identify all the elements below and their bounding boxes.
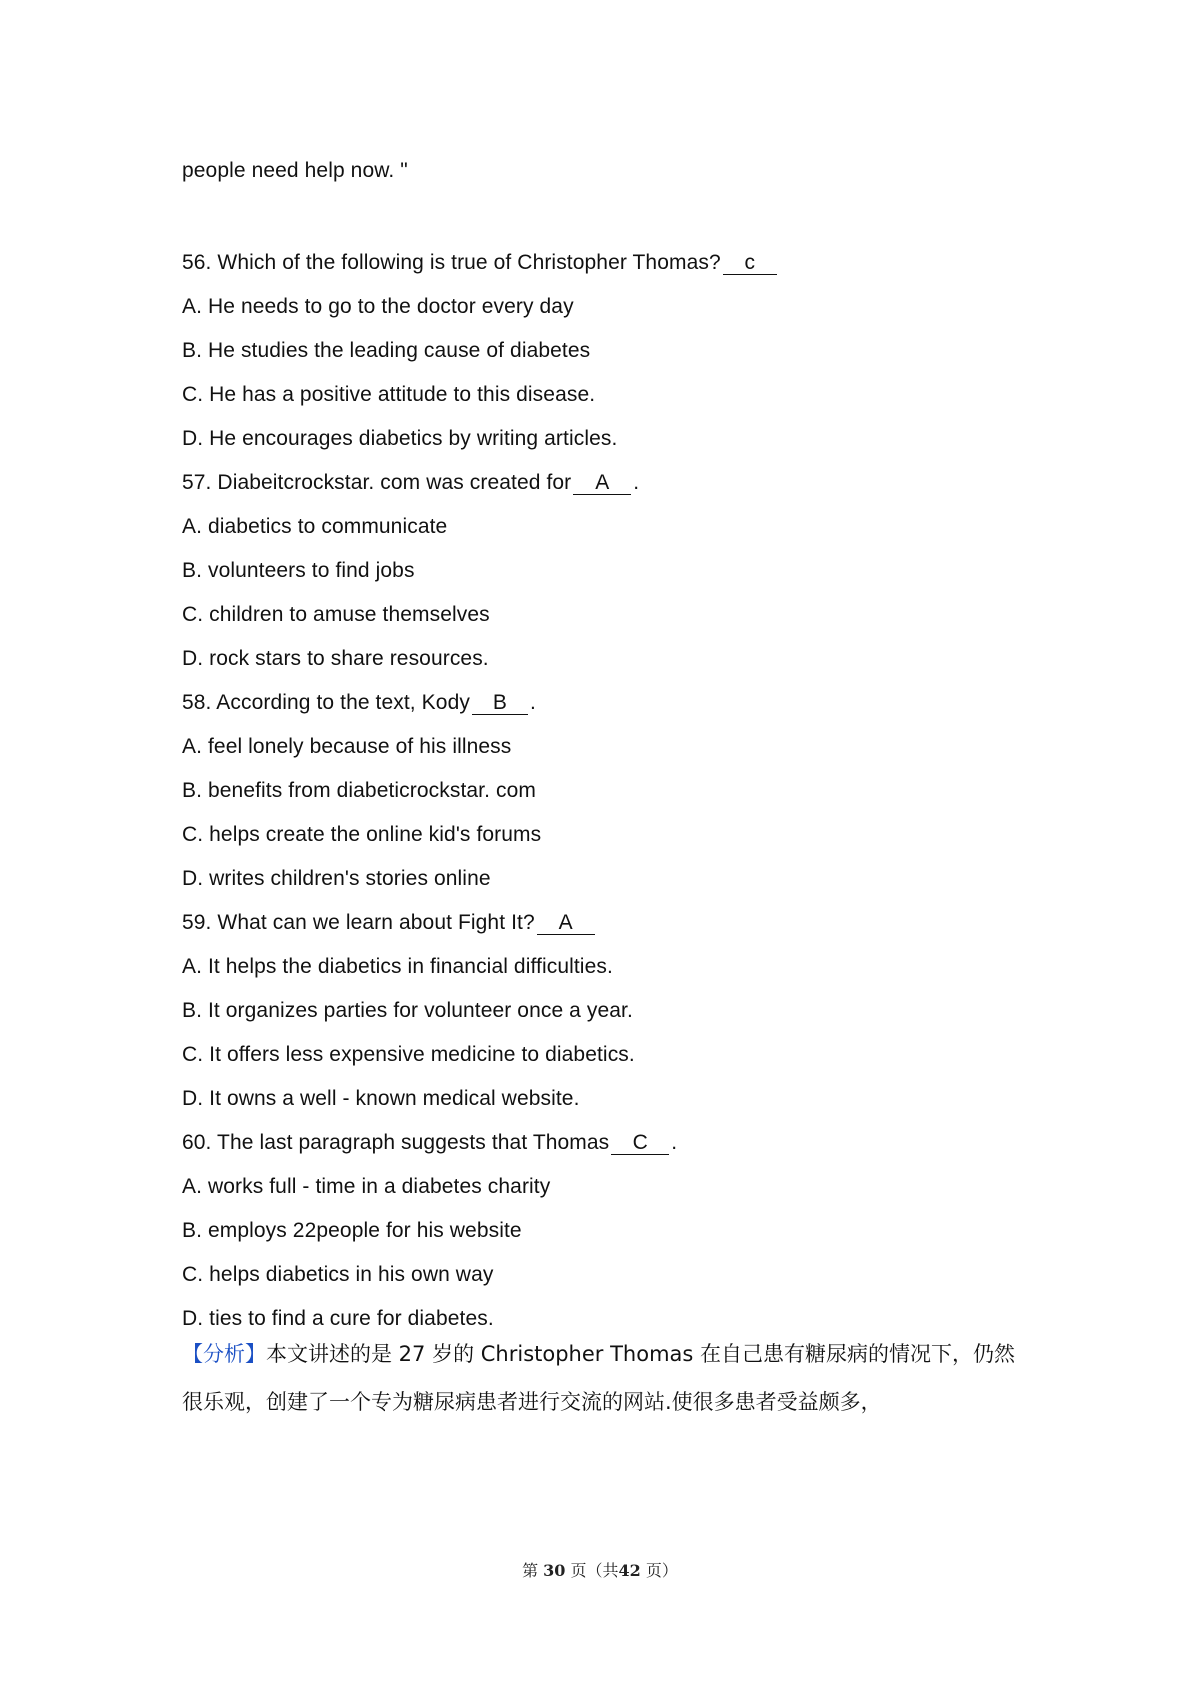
- option: D. It owns a well - known medical website.: [182, 1087, 580, 1110]
- option: D. writes children's stories online: [182, 867, 491, 890]
- option: B. It organizes parties for volunteer once a year.: [182, 999, 633, 1022]
- answer-blank: A: [537, 912, 595, 935]
- footer-middle: 页（共: [570, 1561, 619, 1580]
- answer-blank: A: [573, 472, 631, 495]
- question-stem: [182, 1128, 677, 1158]
- question-stem-tail: .: [529, 691, 536, 714]
- option: A. works full - time in a diabetes charity: [182, 1175, 551, 1198]
- option: A. feel lonely because of his illness: [182, 735, 512, 758]
- answer-blank: C: [611, 1132, 669, 1155]
- option: B. He studies the leading cause of diabetes: [182, 339, 591, 362]
- question-stem-text: 58. According to the text, Kody: [182, 691, 470, 714]
- question-stem-text: 59. What can we learn about Fight It?: [182, 911, 535, 934]
- option: B. employs 22people for his website: [182, 1219, 522, 1242]
- option: C. children to amuse themselves: [182, 603, 490, 626]
- option: A. It helps the diabetics in financial difficulties.: [182, 955, 613, 978]
- question-stem: [182, 688, 536, 718]
- option: A. diabetics to communicate: [182, 515, 448, 538]
- question-stem: [182, 468, 639, 498]
- option: C. He has a positive attitude to this disease.: [182, 383, 596, 406]
- answer-blank: c: [723, 252, 777, 275]
- option: C. helps diabetics in his own way: [182, 1263, 494, 1286]
- footer-suffix: 页）: [645, 1561, 678, 1580]
- analysis-paragraph: [182, 1330, 1032, 1426]
- question-stem-tail: .: [671, 1131, 678, 1154]
- option: C. It offers less expensive medicine to diabetics.: [182, 1043, 635, 1066]
- option: A. He needs to go to the doctor every day: [182, 295, 574, 318]
- intro-text: people need help now. ": [182, 159, 408, 182]
- footer-page-number: 30: [543, 1561, 566, 1580]
- question-stem-text: 56. Which of the following is true of Christopher Thomas?: [182, 251, 721, 274]
- footer-prefix: 第: [522, 1561, 539, 1580]
- question-stem-tail: .: [633, 471, 640, 494]
- question-stem-text: 60. The last paragraph suggests that Thomas: [182, 1131, 610, 1154]
- option: D. ties to find a cure for diabetes.: [182, 1307, 494, 1330]
- option: D. rock stars to share resources.: [182, 647, 489, 670]
- answer-blank: B: [472, 692, 528, 715]
- footer-total-pages: 42: [618, 1561, 641, 1580]
- page-footer: [0, 1558, 1200, 1581]
- analysis-text: 本文讲述的是 27 岁的 Christopher Thomas 在自己患有糖尿病的情况下，仍然很乐观，创建了一个专为糖尿病患者进行交流的网站.使很多患者受益颇多，: [182, 1342, 1016, 1414]
- question-stem: [182, 908, 597, 938]
- option: B. volunteers to find jobs: [182, 559, 415, 582]
- option: B. benefits from diabeticrockstar. com: [182, 779, 536, 802]
- option: D. He encourages diabetics by writing articles.: [182, 427, 618, 450]
- question-stem-text: 57. Diabeitcrockstar. com was created for: [182, 471, 572, 494]
- question-stem: [182, 248, 779, 278]
- analysis-tag: 【分析】: [182, 1342, 266, 1366]
- option: C. helps create the online kid's forums: [182, 823, 542, 846]
